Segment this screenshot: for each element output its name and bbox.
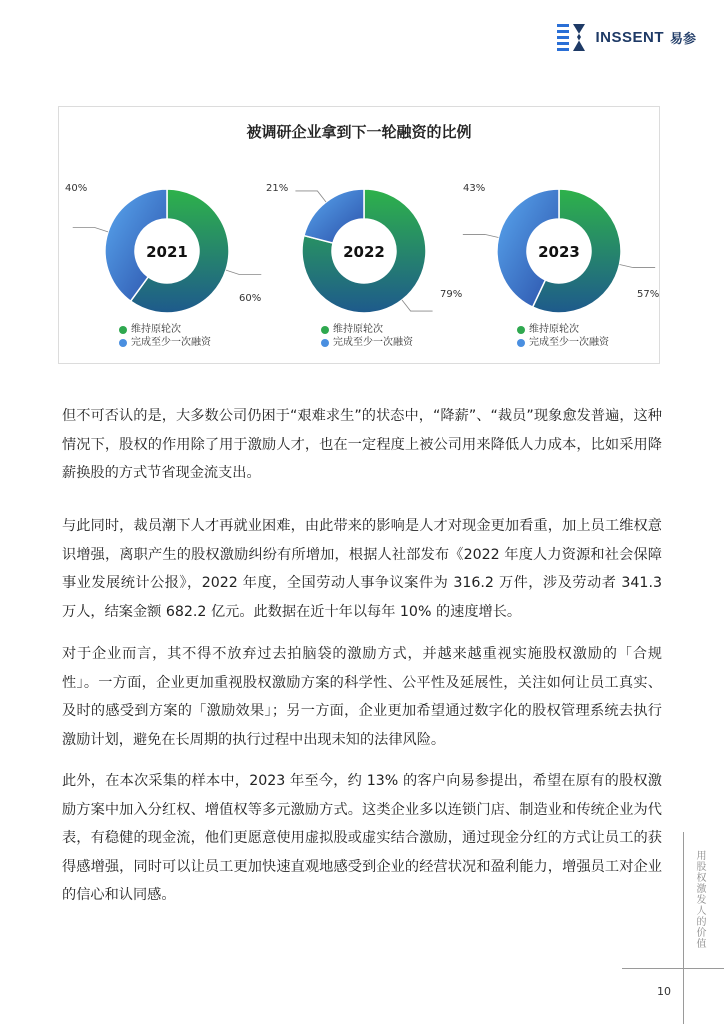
legend-label-financed: 完成至少一次融资 [131, 337, 211, 348]
legend-item-maintain [119, 323, 211, 336]
label-financed-2021: 40% [65, 183, 88, 194]
slice-financed-2022 [304, 189, 364, 243]
label-financed-2023: 43% [463, 183, 486, 194]
legend-item-financed [119, 336, 211, 349]
side-divider-vertical [683, 832, 684, 1024]
legend-label-maintain: 维持原轮次 [529, 324, 579, 335]
leader-financed-2022 [295, 191, 326, 202]
side-divider-horizontal [622, 968, 724, 969]
legend-2023 [517, 323, 609, 349]
paragraph-1: 但不可否认的是，大多数公司仍困于“艰难求生”的状态中，“降薪”、“裁员”现象愈发普遍，这种情况下，股权的作用除了用于激励人才，也在一定程度上被公司用来降低人力成本，比如采用降薪换股的方式节省现金流支出。 [62, 408, 662, 481]
legend-dot-maintain [119, 326, 127, 334]
donut-center-year: 2021 [146, 243, 188, 261]
legend-label-maintain: 维持原轮次 [131, 324, 181, 335]
label-maintain-2023: 57% [637, 289, 660, 300]
label-maintain-2022: 79% [440, 289, 463, 300]
legend-item-maintain [517, 323, 609, 336]
legend-dot-financed [517, 339, 525, 347]
legend-dot-maintain [321, 326, 329, 334]
leader-maintain-2023 [620, 265, 656, 268]
label-maintain-2021: 60% [239, 293, 262, 304]
leader-financed-2023 [463, 234, 499, 237]
chart-title: 被调研企业拿到下一轮融资的比例 [246, 123, 472, 141]
brand-name-cn: 易参 [669, 31, 696, 47]
financing-chart-panel [58, 106, 660, 364]
logo-mark-icon [555, 20, 589, 54]
label-financed-2022: 21% [266, 183, 289, 194]
leader-maintain-2021 [226, 270, 261, 274]
donut-center-year: 2022 [343, 243, 385, 261]
donut-center-year: 2023 [538, 243, 580, 261]
page-number: 10 [657, 985, 671, 998]
legend-label-financed: 完成至少一次融资 [333, 337, 413, 348]
brand-name: INSSENT [595, 28, 664, 46]
legend-dot-maintain [517, 326, 525, 334]
legend-item-financed [321, 336, 413, 349]
paragraph-2: 与此同时，裁员潮下人才再就业困难，由此带来的影响是人才对现金更加看重，加上员工维权意识增强，离职产生的股权激励纠纷有所增加，根据人社部发布《2022 年度人力资源和社会保障事业发展统计公报》，2022 年度，全国劳动人事争议案件为 316.2 万件，涉及劳动者 341.3 万人，结案金额 682.2 亿元。此数据在近十年以每年 10% 的速度增长。 [62, 518, 662, 620]
side-slogan: 用股权激发人的价值 [694, 850, 705, 949]
legend-dot-financed [119, 339, 127, 347]
paragraph-3: 对于企业而言，其不得不放弃过去拍脑袋的激励方式，并越来越重视实施股权激励的「合规性」。一方面，企业更加重视股权激励方案的科学性、公平性及延展性，关注如何让员工真实、及时的感受到方案的「激励效果」；另一方面，企业更加希望通过数字化的股权管理系统去执行激励计划，避免在长周期的执行过程中出现未知的法律风险。 [62, 646, 662, 748]
legend-item-financed [517, 336, 609, 349]
legend-item-maintain [321, 323, 413, 336]
leader-financed-2021 [73, 228, 108, 232]
legend-dot-financed [321, 339, 329, 347]
legend-label-financed: 完成至少一次融资 [529, 337, 609, 348]
legend-label-maintain: 维持原轮次 [333, 324, 383, 335]
leader-maintain-2022 [402, 300, 433, 311]
paragraph-4: 此外，在本次采集的样本中，2023 年至今，约 13% 的客户向易参提出，希望在原有的股权激励方案中加入分红权、增值权等多元激励方式。这类企业多以连锁门店、制造业和传统企业为代表，有稳健的现金流，他们更愿意使用虚拟股或虚实结合激励，通过现金分红的方式让员工的获得感增强，同时可以让员工更加快速直观地感受到企业的经营状况和盈利能力，增强员工对企业的信心和认同感。 [62, 773, 662, 903]
legend-2022 [321, 323, 413, 349]
legend-2021 [119, 323, 211, 349]
brand-logo [555, 20, 696, 54]
